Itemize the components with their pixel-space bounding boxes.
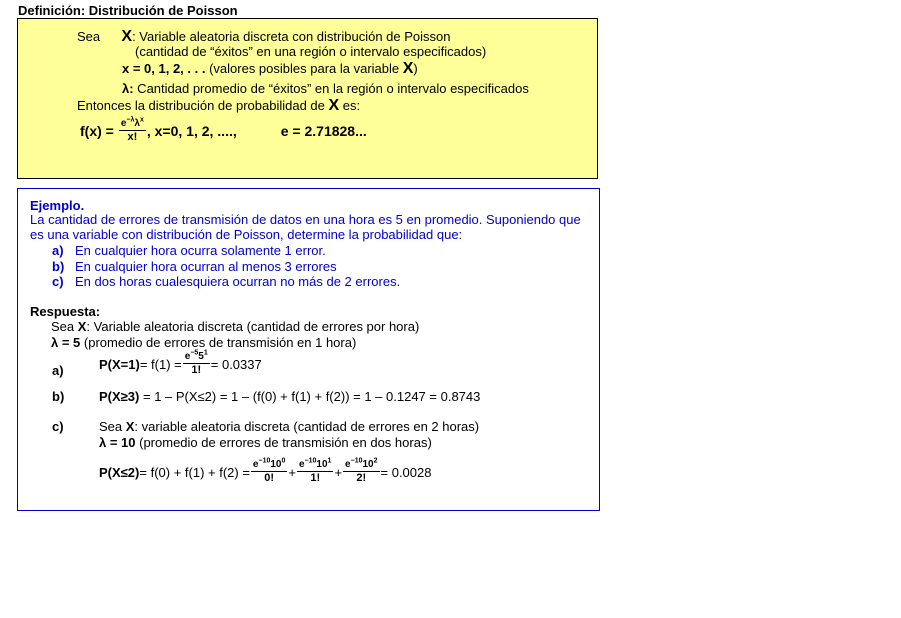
example-statement-1: La cantidad de errores de transmisión de datos en una hora es 5 en promedio. Suponiendo que	[30, 212, 581, 227]
answer-c-sea-line: Sea X: variable aleatoria discreta (cantidad de errores en 2 horas)	[99, 419, 480, 434]
example-item-a: a) En cualquier hora ocurra solamente 1 error.	[52, 243, 326, 258]
example-statement-2: es una variable con distribución de Poisson, determine la probabilidad que:	[30, 227, 463, 242]
definition-box	[17, 18, 598, 179]
example-title: Ejemplo.	[30, 198, 85, 213]
answer-a-label: a)	[52, 363, 64, 378]
answer-sea-line: Sea X: Variable aleatoria discreta (cantidad de errores por hora)	[51, 319, 420, 334]
x-values: x = 0, 1, 2, . . .	[122, 61, 206, 76]
answer-c-lambda-line: λ = 10 (promedio de errores de transmisión en dos horas)	[99, 435, 432, 450]
x-values-note: (valores posibles para la variable	[205, 61, 403, 76]
answer-a-formula: P(X=1) = f(1) = $\frac{e^{-5}5^1}{1!}$ = 0.0337	[99, 349, 262, 376]
x-description: : Variable aleatoria discreta con distribución de Poisson	[132, 29, 451, 44]
lambda-line	[122, 81, 529, 96]
answer-title: Respuesta:	[30, 304, 101, 319]
answer-c-term-2: $\frac{e^{-10}10^2}{2!}$	[345, 457, 378, 484]
plus-sign: +	[288, 464, 296, 480]
plus-sign: +	[334, 464, 343, 480]
x-values-line	[122, 61, 418, 76]
answer-c-term-1: $\frac{e^{-10}10^1}{1!}$	[298, 457, 332, 484]
then-text: Entonces la distribución de probabilidad de	[77, 98, 329, 113]
then-line	[77, 98, 360, 113]
answer-b-label: b)	[52, 389, 65, 404]
lambda-symbol: λ:	[122, 81, 134, 96]
example-box	[17, 188, 600, 511]
answer-c-label: c)	[52, 419, 64, 434]
pmf-numerator: $e^{-\lambda}\lambda^x$	[120, 116, 144, 129]
example-item-b: b) En cualquier hora ocurran al menos 3 errores	[52, 259, 337, 274]
answer-b-formula: P(X≥3) = 1 – P(X≤2) = 1 – (f(0) + f(1) + f(2)) = 1 – 0.1247 = 0.8743	[99, 389, 481, 404]
pmf-denominator: x!	[127, 131, 138, 143]
answer-a-fraction: $\frac{e^{-5}5^1}{1!}$	[184, 349, 208, 376]
page-title: Definición: Distribución de Poisson	[18, 3, 238, 18]
lambda-description: Cantidad promedio de “éxitos” en la región o intervalo especificados	[133, 81, 529, 96]
example-item-c: c) En dos horas cualesquiera ocurran no más de 2 errores.	[52, 274, 401, 289]
paren: )	[413, 61, 418, 76]
variable-x: X	[328, 97, 340, 114]
pmf-fraction	[119, 118, 146, 144]
pmf-formula	[80, 118, 367, 144]
sea-word: Sea	[77, 29, 101, 44]
variable-x: X	[402, 60, 414, 77]
e-constant: e = 2.71828...	[280, 122, 367, 139]
answer-c-formula: P(X≤2) = f(0) + f(1) + f(2) = $\frac{e^{-10}10^0}{0!}$ + $\frac{e^{-10}10^1}{1!}$ + $\frac{e^{-10}10^2}{2!}$ = 0.0028	[99, 457, 432, 484]
fx-label: f(x) =	[80, 122, 114, 139]
definition-line-1	[77, 29, 451, 44]
pmf-domain: , x=0, 1, 2, ....,	[146, 122, 237, 139]
x-description-2: (cantidad de “éxitos” en una región o intervalo especificados)	[135, 44, 487, 59]
then-end: es:	[339, 98, 361, 113]
variable-x: X	[121, 28, 133, 45]
answer-c-term-0: $\frac{e^{-10}10^0}{0!}$	[252, 457, 286, 484]
answer-lambda-line: λ = 5 (promedio de errores de transmisión en 1 hora)	[51, 335, 357, 350]
